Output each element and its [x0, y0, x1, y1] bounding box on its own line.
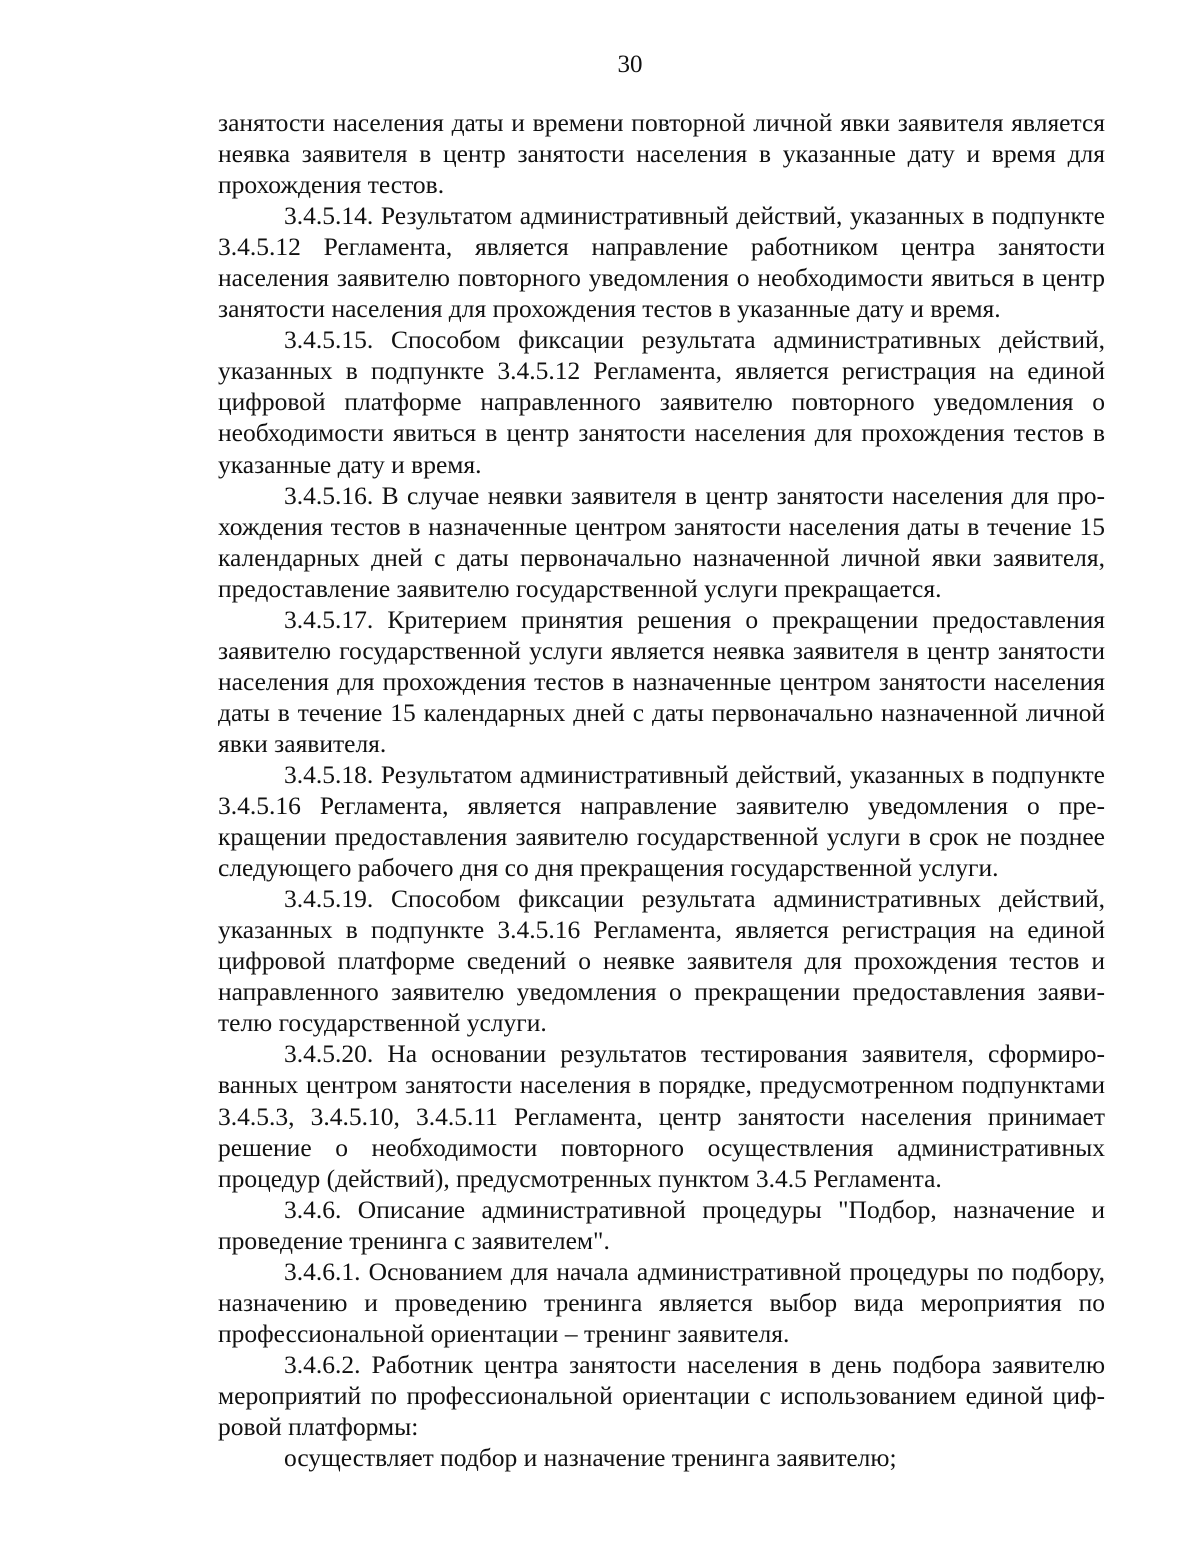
paragraph-3-4-5-18: 3.4.5.18. Результатом административный действий, указанных в подпункте 3.4.5.16 Регламента, является направление заявителю уведомления о прекращении предоставления заявителю государственной услуги в срок не позднее следующего рабочего дня со дня прекращения государственной услуги.: [218, 759, 1105, 883]
paragraph-continuation: занятости населения даты и времени повторной личной явки заявителя является неявка заявителя в центр занятости населения в указанные дату и время для прохождения тестов.: [218, 108, 1105, 200]
paragraph-3-4-6: 3.4.6. Описание административной процедуры "Подбор, назначение и проведение тренинга с заявителем".: [218, 1194, 1105, 1255]
paragraph-3-4-5-20: 3.4.5.20. На основании результатов тестирования заявителя, сформированных центром занятости населения в порядке, предусмотренном подпунктами 3.4.5.3, 3.4.5.10, 3.4.5.11 Регламента, центр занятости населения принимает решение о необходимости повторного осуществления административных процедур (действий), предусмотренных пунктом 3.4.5 Регламента.: [218, 1039, 1105, 1193]
paragraph-3-4-5-15: 3.4.5.15. Способом фиксации результата административных действий, указанных в подпункте 3.4.5.12 Регламента, является регистрация на единой цифровой платформе направленного заявителю повторного уведомления о необходимости явиться в центр занятости населения для прохождения тестов в указанные дату и время.: [218, 325, 1105, 479]
document-body: [218, 107, 1105, 1473]
list-item-training-selection: осуществляет подбор и назначение тренинга заявителю;: [284, 1443, 897, 1473]
page-number: 30: [617, 51, 643, 78]
paragraph-3-4-5-17: 3.4.5.17. Критерием принятия решения о прекращении предоставления заявителю государственной услуги является неявка заявителя в центр занятости населения для прохождения тестов в назначенные центром занятости населения даты в течение 15 календарных дней с даты первоначально назначенной личной явки заявителя.: [218, 604, 1105, 758]
paragraph-3-4-5-14: 3.4.5.14. Результатом административный действий, указанных в подпункте 3.4.5.12 Регламента, является направление работником центра занятости населения заявителю повторного уведомления о необходимости явиться в центр занятости населения для прохождения тестов в указанные дату и время.: [218, 201, 1105, 324]
paragraph-3-4-5-19: 3.4.5.19. Способом фиксации результата административных действий, указанных в подпункте 3.4.5.16 Регламента, является регистрация на единой цифровой платформе сведений о неявке заявителя для прохождения тестов и направленного заявителю уведомления о прекращении предоставления заявителю государственной услуги.: [218, 884, 1105, 1038]
paragraph-3-4-6-2: 3.4.6.2. Работник центра занятости населения в день подбора заявителю мероприятий по профессиональной ориентации с использованием единой цифровой платформы:: [218, 1349, 1105, 1441]
paragraph-3-4-5-16: 3.4.5.16. В случае неявки заявителя в центр занятости населения для прохождения тестов в назначенные центром занятости населения даты в течение 15 календарных дней с даты первоначально назначенной личной явки заявителя, предоставление заявителю государственной услуги прекращается.: [218, 480, 1105, 603]
paragraph-3-4-6-1: 3.4.6.1. Основанием для начала административной процедуры по подбору, назначению и проведению тренинга является выбор вида мероприятия по профессиональной ориентации – тренинг заявителя.: [218, 1256, 1105, 1348]
